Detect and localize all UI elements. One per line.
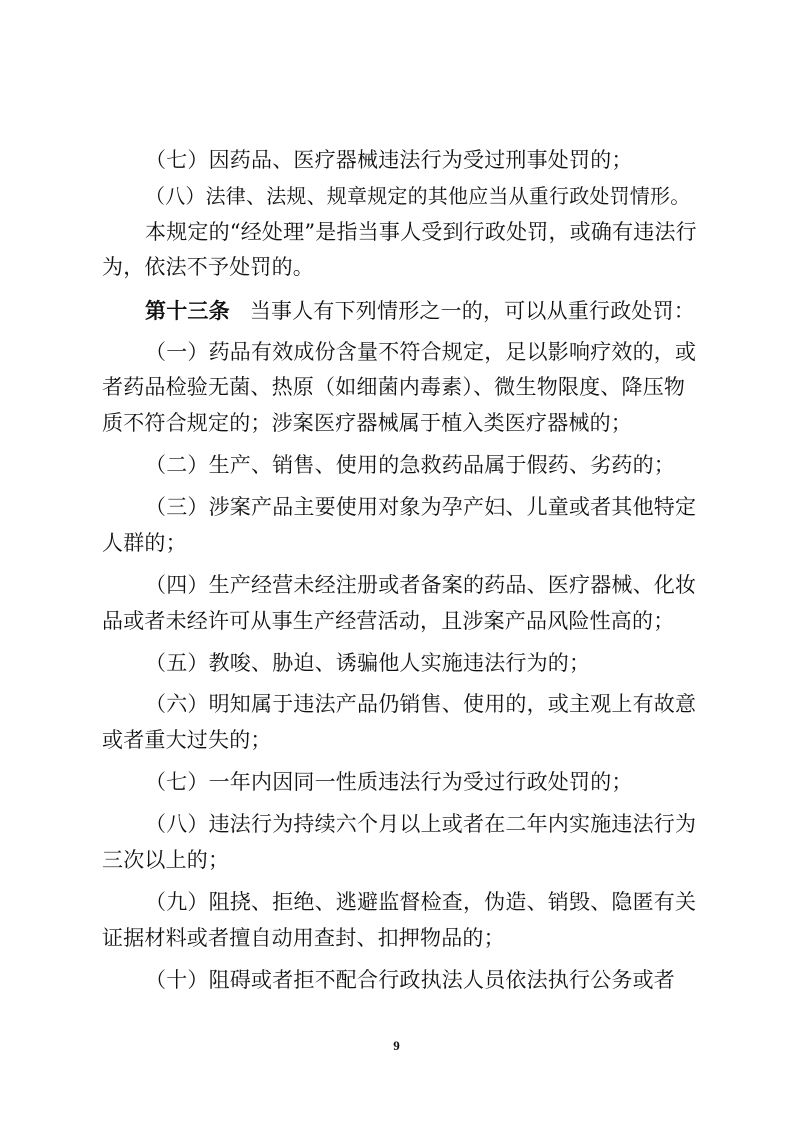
- text-line: 本规定的“经处理”是指当事人受到行政处罚，或确有违法行: [145, 220, 697, 244]
- text-line: （七）因药品、医疗器械违法行为受过刑事处罚的；: [145, 148, 633, 172]
- text-line: 人群的；: [102, 531, 187, 555]
- text-line: （六）明知属于违法产品仍销售、使用的，或主观上有故意: [145, 692, 697, 716]
- article-heading: 第十三条: [145, 298, 230, 323]
- text-line: （三）涉案产品主要使用对象为孕产妇、儿童或者其他特定: [145, 495, 697, 519]
- text-line: （八）违法行为持续六个月以上或者在二年内实施违法行为: [145, 812, 697, 836]
- text-line: （一）药品有效成份含量不符合规定，足以影响疗效的，或: [145, 340, 697, 364]
- text-line: 者药品检验无菌、热原（如细菌内毒素）、微生物限度、降压物: [102, 375, 686, 399]
- text-line: 为，依法不予处罚的。: [102, 255, 314, 279]
- text-line: （二）生产、销售、使用的急救药品属于假药、劣药的；: [145, 453, 675, 477]
- text-line: （十）阻碍或者拒不配合行政执法人员依法执行公务或者: [145, 968, 675, 992]
- text-line: （七）一年内因同一性质违法行为受过行政处罚的；: [145, 770, 633, 794]
- text-line: （八）法律、法规、规章规定的其他应当从重行政处罚情形。: [145, 184, 691, 208]
- text-line: 或者重大过失的；: [102, 728, 272, 752]
- text-line: 三次以上的；: [102, 848, 230, 872]
- page-number: 9: [393, 1038, 400, 1053]
- text-line: 证据材料或者擅自动用查封、扣押物品的；: [102, 926, 505, 950]
- text-line: （五）教唆、胁迫、诱骗他人实施违法行为的；: [145, 651, 591, 675]
- text-line: （九）阻挠、拒绝、逃避监督检查，伪造、销毁、隐匿有关: [145, 890, 697, 914]
- article-text: 当事人有下列情形之一的，可以从重行政处罚：: [249, 299, 696, 323]
- article-paragraph: [145, 298, 695, 324]
- text-line: 品或者未经许可从事生产经营活动，且涉案产品风险性高的；: [102, 609, 675, 633]
- text-line: 质不符合规定的；涉案医疗器械属于植入类医疗器械的；: [102, 411, 632, 435]
- text-line: （四）生产经营未经注册或者备案的药品、医疗器械、化妆: [145, 573, 697, 597]
